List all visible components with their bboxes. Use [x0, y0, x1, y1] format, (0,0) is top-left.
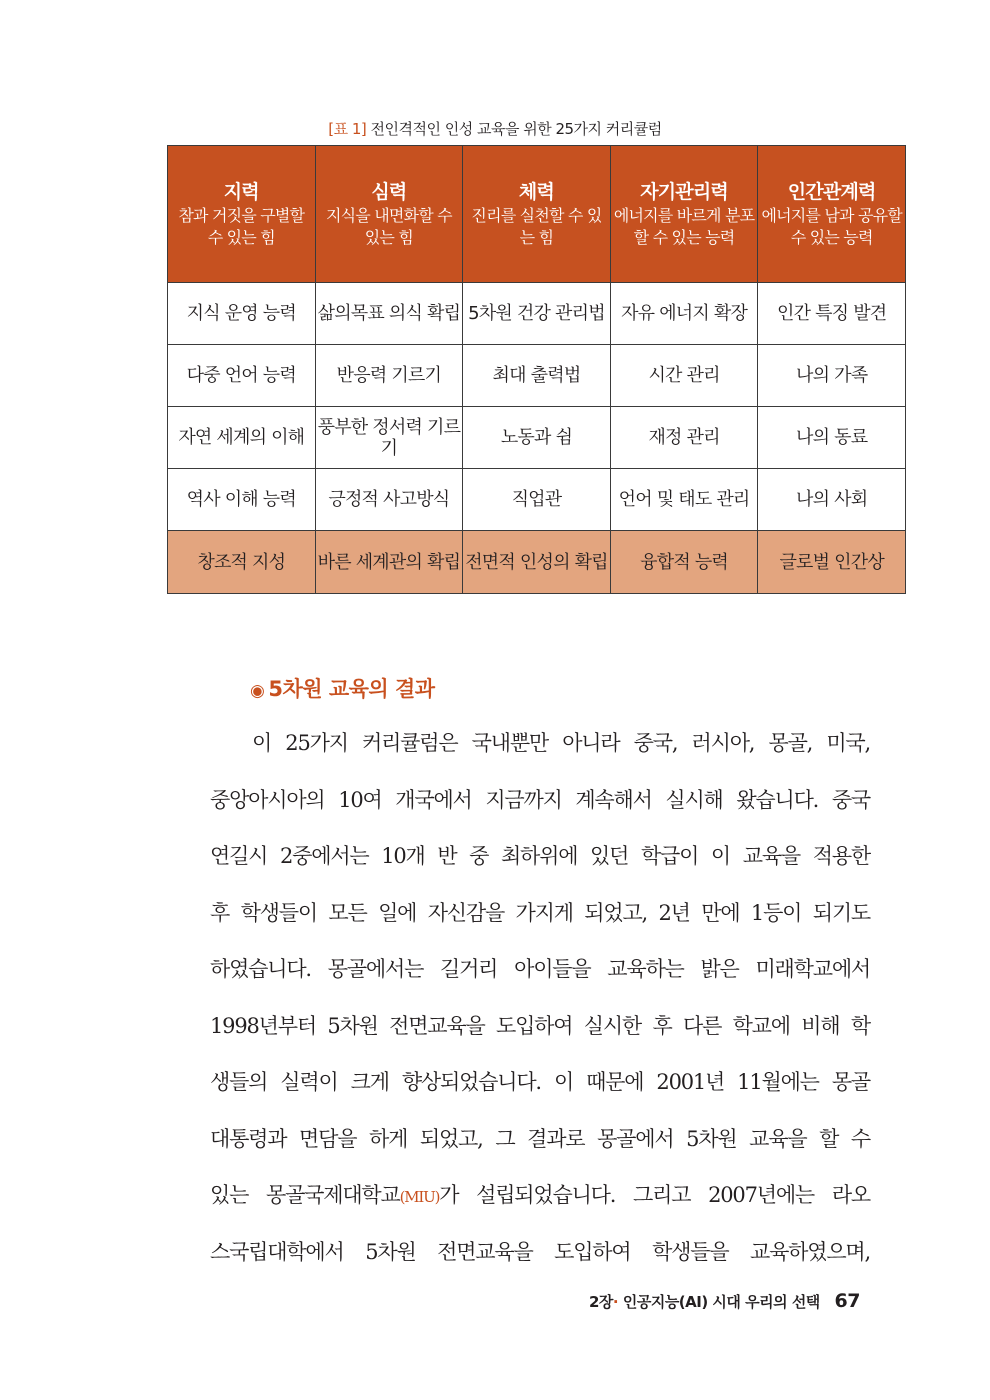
table-row-summary	[168, 531, 906, 594]
table-row	[168, 469, 906, 531]
header-name: 인간관계력	[787, 181, 876, 203]
table-row	[168, 407, 906, 469]
table-cell: 바른 세계관의 확립	[315, 531, 463, 594]
miu-abbreviation: (MIU)	[399, 1188, 440, 1206]
body-line: 후 학생들이 모든 일에 자신감을 가지게 되었고, 2년 만에 1등이 되기도	[210, 900, 870, 925]
table-caption-text: 전인격적인 인성 교육을 위한 25가지 커리큘럼	[370, 120, 662, 138]
body-line: 생들의 실력이 크게 향상되었습니다. 이 때문에 2001년 11월에는 몽골	[210, 1070, 870, 1094]
table-cell: 직업관	[463, 469, 611, 531]
body-paragraph	[210, 715, 870, 1280]
header-desc: 참과 거짓을 구별할 수 있는 힘	[178, 206, 305, 247]
table-cell: 자유 에너지 확장	[610, 283, 758, 345]
table-caption-tag: [표 1]	[328, 120, 367, 138]
header-cell	[315, 146, 463, 283]
footer-dot: ·	[612, 1293, 619, 1311]
table-cell: 5차원 건강 관리법	[463, 283, 611, 345]
body-line: 대통령과 면담을 하게 되었고, 그 결과로 몽골에서 5차원 교육을 할 수	[210, 1126, 870, 1151]
table-cell: 융합적 능력	[610, 531, 758, 594]
body-line: 중앙아시아의 10여 개국에서 지금까지 계속해서 실시해 왔습니다. 중국	[210, 787, 870, 812]
header-cell	[463, 146, 611, 283]
table-cell: 다중 언어 능력	[168, 345, 316, 407]
body-line: 1998년부터 5차원 전면교육을 도입하여 실시한 후 다른 학교에 비해 학	[210, 1013, 870, 1038]
table-cell: 자연 세계의 이해	[168, 407, 316, 469]
bullet-icon: ◉	[250, 681, 265, 701]
header-cell	[168, 146, 316, 283]
header-name: 체력	[518, 181, 555, 203]
header-name: 자기관리력	[640, 181, 728, 203]
table-cell: 나의 사회	[758, 469, 906, 531]
body-text-segment: 가 설립되었습니다. 그리고 2007년에는 라오	[439, 1183, 870, 1207]
table-cell: 나의 동료	[758, 407, 906, 469]
table-cell: 창조적 지성	[168, 531, 316, 594]
table-cell: 노동과 쉼	[463, 407, 611, 469]
body-line: 이 25가지 커리큘럼은 국내뿐만 아니라 중국, 러시아, 몽골, 미국,	[252, 731, 870, 755]
footer-chapter: 2장	[588, 1293, 613, 1311]
table-cell: 인간 특징 발견	[758, 283, 906, 345]
header-desc: 지식을 내면화할 수 있는 힘	[325, 206, 452, 247]
section-title: 5차원 교육의 결과	[268, 677, 435, 701]
table-cell: 풍부한 정서력 기르기	[315, 407, 463, 469]
table-cell: 긍정적 사고방식	[315, 469, 463, 531]
table-cell: 전면적 인성의 확립	[463, 531, 611, 594]
table-cell: 삶의목표 의식 확립	[315, 283, 463, 345]
body-line: 하였습니다. 몽골에서는 길거리 아이들을 교육하는 밝은 미래학교에서	[210, 957, 870, 981]
table-cell: 재정 관리	[610, 407, 758, 469]
header-name: 지력	[223, 181, 259, 203]
table-cell: 최대 출력법	[463, 345, 611, 407]
header-name: 심력	[371, 181, 407, 203]
table-cell: 역사 이해 능력	[168, 469, 316, 531]
table-row	[168, 283, 906, 345]
header-cell	[758, 146, 906, 283]
footer-title: 인공지능(AI) 시대 우리의 선택	[622, 1293, 820, 1311]
body-line: 연길시 2중에서는 10개 반 중 최하위에 있던 학급이 이 교육을 적용한	[210, 844, 870, 868]
table-cell: 나의 가족	[758, 345, 906, 407]
body-text-segment: 있는 몽골국제대학교	[210, 1183, 400, 1207]
table-header-row	[168, 146, 906, 283]
header-desc: 에너지를 남과 공유할 수 있는 능력	[761, 206, 902, 247]
curriculum-table	[167, 145, 906, 594]
page-footer	[589, 1290, 860, 1312]
table-cell: 언어 및 태도 관리	[610, 469, 758, 531]
table-cell: 글로벌 인간상	[758, 531, 906, 594]
table-cell: 지식 운영 능력	[168, 283, 316, 345]
table-row	[168, 345, 906, 407]
table-caption	[0, 118, 990, 139]
header-desc: 진리를 실천할 수 있는 힘	[471, 206, 602, 247]
section-heading	[250, 673, 435, 703]
body-line	[210, 1167, 870, 1224]
header-desc: 에너지를 바르게 분포할 수 있는 능력	[613, 206, 755, 247]
header-cell	[610, 146, 758, 283]
table-cell: 시간 관리	[610, 345, 758, 407]
page-number: 67	[834, 1290, 860, 1312]
body-line: 스국립대학에서 5차원 전면교육을 도입하여 학생들을 교육하였으며,	[210, 1239, 870, 1264]
table-cell: 반응력 기르기	[315, 345, 463, 407]
